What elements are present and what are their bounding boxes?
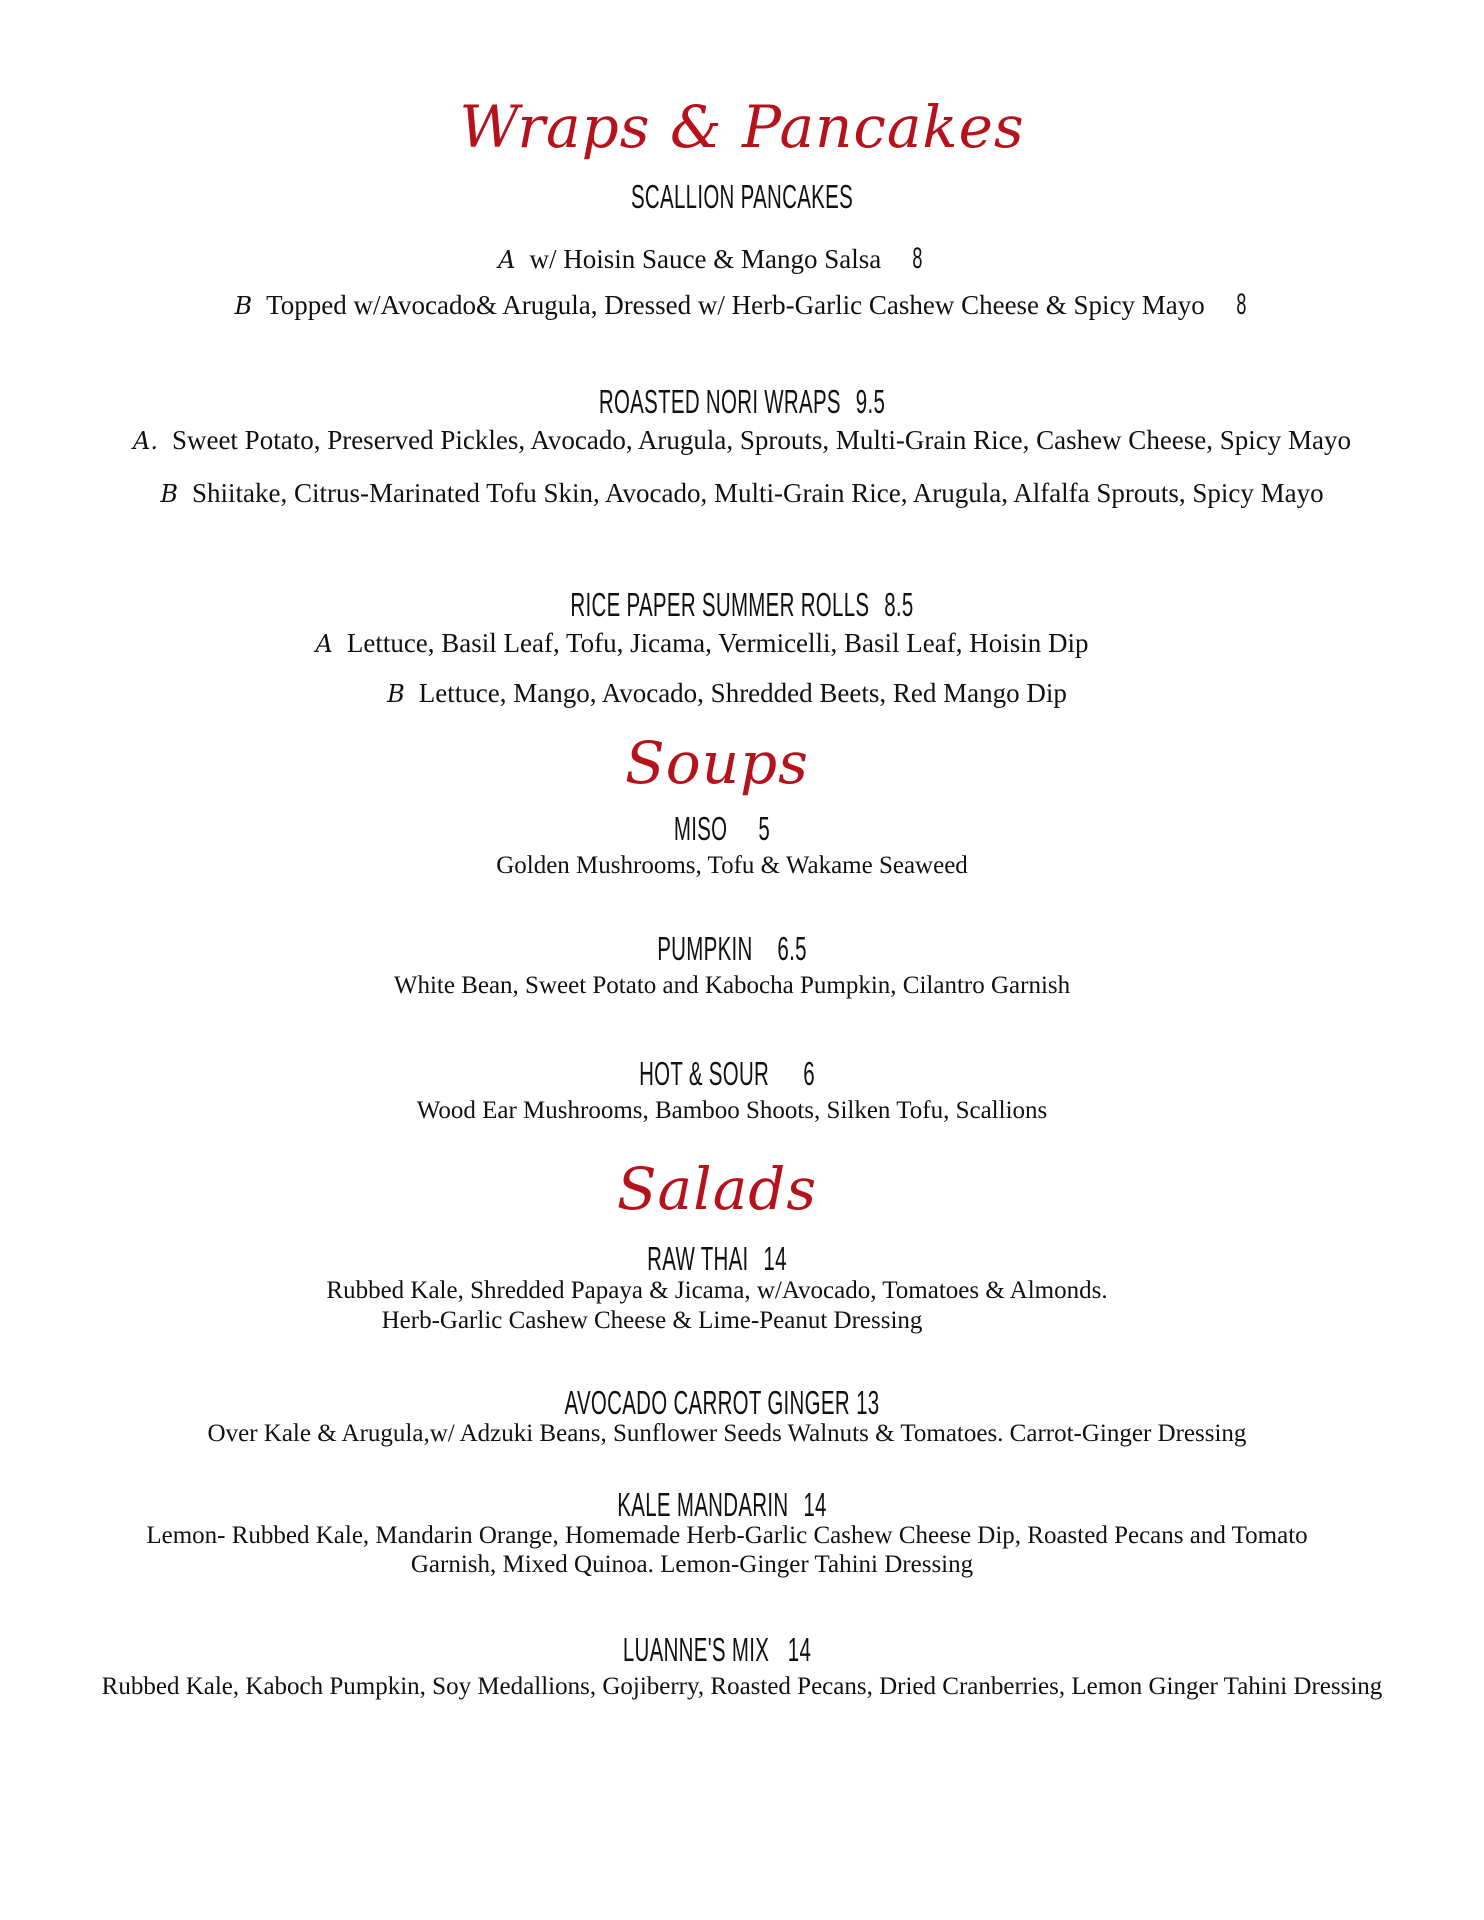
item-luannes-mix <box>257 1633 1177 1666</box>
option-letter: B <box>234 292 253 320</box>
item-price: 6 <box>803 1055 815 1092</box>
item-price: 6.5 <box>777 930 807 967</box>
option-text: Lettuce, Mango, Avocado, Shredded Beets, Red Mango Dip <box>418 678 1067 708</box>
item-price: 14 <box>787 1631 812 1668</box>
item-kale-mandarin <box>262 1488 1182 1521</box>
item-name: MISO <box>673 810 728 847</box>
section-title-wraps: Wraps & Pancakes <box>459 93 1025 161</box>
pumpkin-description: White Bean, Sweet Potato and Kabocha Pumpkin, Cilantro Garnish <box>393 972 1071 999</box>
option-letter: B <box>387 680 405 708</box>
item-price: 14 <box>763 1240 787 1277</box>
rolls-option-b <box>0 680 1469 707</box>
section-title-soups: Soups <box>625 729 809 797</box>
option-text: Lettuce, Basil Leaf, Tofu, Jicama, Vermicelli, Basil Leaf, Hoisin Dip <box>346 628 1089 658</box>
item-name: PUMPKIN <box>657 930 753 967</box>
item-hot-sour <box>267 1057 1187 1090</box>
item-miso <box>262 812 1182 845</box>
item-summer-rolls <box>282 588 1202 621</box>
avocado-description: Over Kale & Arugula,w/ Adzuki Beans, Sunflower Seeds Walnuts & Tomatoes. Carrot-Ginger Dressing <box>207 1420 1247 1447</box>
scallion-option-b <box>0 290 1484 320</box>
hotsour-description: Wood Ear Mushrooms, Bamboo Shoots, Silken Tofu, Scallions <box>416 1097 1048 1124</box>
item-raw-thai <box>257 1242 1177 1275</box>
item-price: 9.5 <box>855 383 886 420</box>
item-name: SCALLION PANCAKES <box>630 178 854 215</box>
option-letter: B <box>160 480 178 508</box>
item-scallion-pancakes <box>282 180 1202 213</box>
item-avocado-carrot-ginger <box>262 1386 1182 1419</box>
rolls-option-a <box>0 630 1444 657</box>
item-name: LUANNE'S MIX <box>622 1631 770 1668</box>
option-price: 8 <box>912 242 923 275</box>
item-name: ROASTED NORI WRAPS <box>598 383 841 420</box>
rawthai-description-1: Rubbed Kale, Shredded Papaya & Jicama, w/Avocado, Tomatoes & Almonds. <box>326 1277 1108 1304</box>
option-letter: A <box>315 630 333 658</box>
item-price: 14 <box>803 1486 827 1523</box>
luanne-description: Rubbed Kale, Kaboch Pumpkin, Soy Medallions, Gojiberry, Roasted Pecans, Dried Cranberries, Lemon Ginger Tahini Dressing <box>101 1673 1383 1700</box>
kale-description-1: Lemon- Rubbed Kale, Mandarin Orange, Homemade Herb-Garlic Cashew Cheese Dip, Roasted Pecans and Tomato <box>146 1522 1308 1549</box>
nori-option-b <box>0 480 1484 507</box>
item-nori-wraps <box>282 385 1202 418</box>
item-price: 5 <box>758 810 771 847</box>
option-letter: A <box>498 246 516 274</box>
rawthai-description-2: Herb-Garlic Cashew Cheese & Lime-Peanut Dressing <box>381 1307 923 1334</box>
item-pumpkin <box>272 932 1192 965</box>
nori-option-a <box>0 427 1484 454</box>
item-name: RAW THAI <box>647 1240 749 1277</box>
section-title-salads: Salads <box>616 1155 818 1223</box>
item-name: KALE MANDARIN <box>617 1486 789 1523</box>
item-price: 8.5 <box>884 586 914 623</box>
item-name: HOT & SOUR <box>639 1055 770 1092</box>
option-price: 8 <box>1236 288 1247 321</box>
option-text: Topped w/Avocado& Arugula, Dressed w/ Herb-Garlic Cashew Cheese & Spicy Mayo <box>266 290 1205 320</box>
item-name: AVOCADO CARROT GINGER <box>564 1384 850 1421</box>
option-letter: A. <box>132 427 158 455</box>
item-name: RICE PAPER SUMMER ROLLS <box>570 586 870 623</box>
option-text: w/ Hoisin Sauce & Mango Salsa <box>529 244 882 274</box>
option-text: Sweet Potato, Preserved Pickles, Avocado, Arugula, Sprouts, Multi-Grain Rice, Cashew Cheese, Spicy Mayo <box>171 425 1352 455</box>
option-text: Shiitake, Citrus-Marinated Tofu Skin, Avocado, Multi-Grain Rice, Arugula, Alfalfa Sprouts, Spicy Mayo <box>191 478 1324 508</box>
miso-description: Golden Mushrooms, Tofu & Wakame Seaweed <box>496 852 968 879</box>
kale-description-2: Garnish, Mixed Quinoa. Lemon-Ginger Tahini Dressing <box>410 1551 974 1578</box>
item-price: 13 <box>856 1384 880 1421</box>
scallion-option-a <box>0 244 1454 274</box>
